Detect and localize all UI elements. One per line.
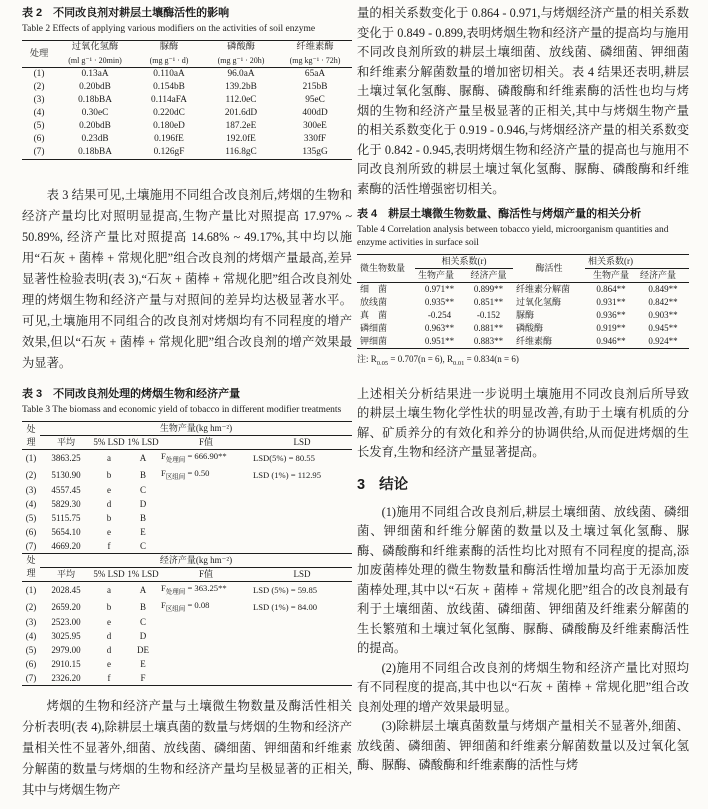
table-cell: 4669.20 bbox=[51, 540, 81, 551]
table-cell: A bbox=[139, 452, 147, 463]
table-cell: (7) bbox=[25, 540, 37, 551]
table-cell: (mg g⁻¹ · d) bbox=[134, 54, 204, 68]
table-row bbox=[357, 335, 689, 349]
table-cell: 0.883** bbox=[473, 336, 504, 346]
table-cell: 2523.00 bbox=[51, 616, 81, 627]
table-cell: 0.180eD bbox=[153, 121, 185, 131]
table-cell: 201.6dD bbox=[224, 108, 258, 118]
table-cell: D bbox=[139, 498, 147, 509]
f-symbol: F bbox=[161, 467, 166, 478]
f-value: = 0.50 bbox=[187, 467, 210, 478]
table-cell: 相关系数(r) bbox=[585, 255, 689, 269]
table-row bbox=[22, 567, 352, 581]
table-cell: 65aA bbox=[304, 69, 326, 79]
table-row bbox=[22, 599, 352, 616]
table-cell: 处理 bbox=[22, 553, 40, 581]
lsd-cell: LSD (1%) = 112.95 bbox=[253, 469, 322, 480]
f-subscript: 处理间 bbox=[165, 588, 186, 596]
table-cell: B bbox=[139, 512, 146, 523]
table-cell: 纤维素分解菌 bbox=[516, 284, 571, 294]
table-cell: (7) bbox=[25, 672, 37, 683]
f-value-cell bbox=[160, 467, 252, 484]
table-cell: 0.899** bbox=[473, 284, 504, 294]
section-title: 结论 bbox=[379, 476, 409, 493]
table4-caption-zh: 表 4 耕层土壤微生物数量、酶活性与烤烟产量的相关分析 bbox=[357, 208, 642, 220]
table-cell: 0.30eC bbox=[81, 108, 109, 118]
note-text: 注: R bbox=[357, 354, 377, 364]
table-cell: 磷细菌 bbox=[360, 323, 388, 333]
table3-section-economic bbox=[22, 553, 352, 685]
table-cell: 5% LSD bbox=[92, 436, 126, 450]
left-column bbox=[22, 6, 352, 801]
table-cell: (5) bbox=[25, 644, 37, 655]
table4-body bbox=[357, 283, 689, 349]
table-cell: 2979.00 bbox=[51, 644, 81, 655]
table-cell: 2028.45 bbox=[51, 584, 81, 595]
table-cell: 0.842** bbox=[648, 297, 678, 307]
table-cell: 0.951** bbox=[424, 336, 455, 346]
table-cell: 0.851** bbox=[473, 297, 504, 307]
table-cell: -0.152 bbox=[476, 310, 501, 320]
table-cell: 脲酶 bbox=[516, 310, 535, 320]
table-cell: (2) bbox=[25, 601, 37, 612]
table-cell: (1) bbox=[25, 584, 37, 595]
f-symbol: F bbox=[161, 451, 166, 461]
table-cell: C bbox=[139, 540, 146, 551]
table-cell: 0.864** bbox=[596, 284, 626, 294]
table-row bbox=[22, 120, 352, 133]
table-row bbox=[22, 497, 352, 511]
table-cell: 细 菌 bbox=[360, 284, 388, 294]
table-cell: 1% LSD bbox=[126, 436, 160, 450]
table-row bbox=[22, 657, 352, 671]
table-row bbox=[22, 81, 352, 94]
table-row bbox=[22, 539, 352, 553]
lsd-cell: LSD (5%) = 59.85 bbox=[253, 584, 318, 595]
table-cell: 3863.25 bbox=[51, 452, 81, 463]
table-cell: F值 bbox=[160, 436, 252, 450]
paragraph-correlation-continued: 量的相关系数变化于 0.864 - 0.971,与烤烟经济产量的相关系数变化于 0.849 - 0.899,表明烤烟生物和经济产量的提高均与施用不同改良剂所致的耕层土壤细菌、放线菌、磷细菌、钾细菌和纤维素分解菌数量的增加密切相关。表 4 结果还表明,耕层土壤过氧化氢酶、脲酶、磷酸酶和纤维素酶的活性也均与烤烟的生物和经济产量呈极显著的正相关,其中与烤烟生物产量的相关系数变化于 0.919 - 0.946,与烤烟经济产量的相关系数变化于 0.842 - 0.945,表明烤烟生物和经济产量的提高也与施用不同改良剂所致的耕层土壤过氧化氢酶、脲酶、磷酸酶和纤维素酶的活性增强密切相关。 bbox=[357, 6, 689, 196]
table-cell: 0.20bdB bbox=[79, 82, 111, 92]
table-cell: (1) bbox=[25, 452, 37, 463]
section-number: 3 bbox=[357, 476, 366, 493]
table-cell: D bbox=[139, 630, 147, 641]
table-cell: (6) bbox=[25, 658, 37, 669]
table-cell: 0.971** bbox=[424, 284, 455, 294]
table-cell: B bbox=[139, 601, 146, 612]
table-row bbox=[22, 450, 352, 467]
table-cell: 真 菌 bbox=[360, 310, 388, 320]
table-cell: 4557.45 bbox=[51, 484, 81, 495]
table-cell: a bbox=[107, 584, 111, 595]
f-value-cell bbox=[160, 581, 252, 598]
table-cell: e bbox=[107, 616, 111, 627]
table-row bbox=[357, 283, 689, 297]
f-value-cell bbox=[160, 450, 252, 467]
table-row bbox=[22, 553, 352, 567]
note-text: = 0.707(n = 6), R bbox=[388, 354, 454, 364]
table-cell: 95eC bbox=[305, 95, 325, 105]
table-cell: e bbox=[107, 484, 111, 495]
table-cell: -0.254 bbox=[427, 310, 452, 320]
table-cell: 2659.20 bbox=[51, 601, 81, 612]
table-cell: 0.196fE bbox=[154, 134, 184, 144]
table-row bbox=[22, 629, 352, 643]
f-value: = 0.08 bbox=[187, 599, 210, 610]
table2-body bbox=[22, 68, 352, 160]
table-cell: 钾细菌 bbox=[360, 336, 388, 346]
table-cell: 相关系数(r) bbox=[415, 255, 513, 269]
table4-note bbox=[357, 353, 689, 370]
table-cell: 0.18bBA bbox=[78, 95, 112, 105]
table-cell: (4) bbox=[25, 498, 37, 509]
note-subscript: 0.05 bbox=[376, 359, 389, 367]
table-cell: a bbox=[107, 452, 111, 463]
table-row bbox=[22, 525, 352, 539]
f-subscript: 区组间 bbox=[165, 605, 186, 613]
table-row bbox=[22, 643, 352, 657]
table-cell: (1) bbox=[33, 69, 45, 79]
table-cell: 经济产量 bbox=[637, 269, 689, 283]
table-cell: d bbox=[106, 630, 112, 641]
table2-soil-enzyme-activities bbox=[22, 40, 352, 160]
table2-caption-en: Table 2 Effects of applying various modifiers on the activities of soil enzyme bbox=[22, 24, 316, 34]
table-row bbox=[22, 41, 352, 55]
table-cell: 过氧化氢酶 bbox=[71, 42, 119, 52]
table-cell: 酶活性 bbox=[513, 255, 585, 283]
table-cell: 过氧化氢酶 bbox=[516, 297, 562, 307]
table-cell: 2910.15 bbox=[51, 658, 81, 669]
table-cell: d bbox=[106, 644, 112, 655]
lsd-cell: LSD(5%) = 80.55 bbox=[253, 452, 315, 463]
table-cell: 生物产量(kg hm⁻²) bbox=[40, 422, 352, 436]
table-cell: 0.963** bbox=[424, 323, 455, 333]
table-cell: B bbox=[139, 469, 146, 480]
table-cell: f bbox=[107, 672, 111, 683]
table-cell: C bbox=[139, 616, 146, 627]
table-row bbox=[357, 296, 689, 309]
table-cell: (7) bbox=[33, 147, 45, 157]
table-cell: 116.8gC bbox=[225, 147, 257, 157]
table-cell: 处理 bbox=[22, 41, 56, 68]
section-heading-conclusion bbox=[357, 475, 689, 495]
table-cell: 平均 bbox=[40, 436, 92, 450]
table-cell: f bbox=[107, 540, 111, 551]
table-cell: 0.903** bbox=[648, 310, 678, 320]
table-cell: 215bB bbox=[302, 82, 328, 92]
lsd-cell: LSD (1%) = 84.00 bbox=[253, 601, 318, 612]
table-cell: 生物产量 bbox=[415, 269, 464, 283]
table-cell: d bbox=[106, 498, 112, 509]
table-row bbox=[22, 671, 352, 685]
table-cell: 0.935** bbox=[424, 297, 455, 307]
table-row bbox=[22, 615, 352, 629]
f-symbol: F bbox=[161, 599, 166, 610]
table-cell: 139.2bB bbox=[225, 82, 257, 92]
table-cell: 0.18bBA bbox=[78, 147, 112, 157]
table-cell: 0.110aA bbox=[153, 69, 185, 79]
table-cell: (2) bbox=[25, 469, 37, 480]
table-cell: 0.945** bbox=[648, 323, 678, 333]
table-cell: (4) bbox=[33, 108, 45, 118]
table-cell: 0.13aA bbox=[81, 69, 109, 79]
table2-caption-zh: 表 2 不同改良剂对耕层土壤酶活性的影响 bbox=[22, 7, 230, 19]
table-cell: 处理 bbox=[22, 422, 40, 450]
conclusion-item-2: (2)施用不同组合改良剂的烤烟生物和经济产量比对照均有不同程度的提高,其中也以“石灰 + 菌棒 + 常规化肥”组合改良剂处理的增产效果最明显。 bbox=[357, 660, 689, 714]
table-cell: b bbox=[106, 601, 112, 612]
table-cell: (4) bbox=[25, 630, 37, 641]
table-cell: 纤维素酶 bbox=[296, 42, 334, 52]
table-row bbox=[22, 436, 352, 450]
table-cell: F值 bbox=[160, 567, 252, 581]
table-cell: 磷酸酶 bbox=[227, 42, 255, 52]
right-column bbox=[357, 4, 689, 776]
table-cell: 磷酸酶 bbox=[516, 323, 544, 333]
table-cell: (5) bbox=[25, 512, 37, 523]
table-cell: 经济产量 bbox=[464, 269, 513, 283]
table-cell: 5% LSD bbox=[92, 567, 126, 581]
table-cell: C bbox=[139, 484, 146, 495]
table-cell: b bbox=[106, 512, 112, 523]
table-cell: E bbox=[140, 658, 146, 669]
table-row bbox=[22, 54, 352, 68]
table-cell: (mg g⁻¹ · 20h) bbox=[204, 54, 278, 68]
table-cell: 放线菌 bbox=[360, 297, 388, 307]
table-cell: (mg kg⁻¹ · 72h) bbox=[278, 54, 352, 68]
conclusion-item-3: (3)除耕层土壤真菌数量与烤烟产量相关不显著外,细菌、放线菌、磷细菌、钾细菌和纤维素分解菌数量以及过氧化氢酶、脲酶、磷酸酶和纤维素酶的活性与烤 bbox=[357, 719, 689, 773]
f-value: = 363.25** bbox=[187, 582, 227, 593]
table-cell: e bbox=[107, 658, 111, 669]
table-cell: 0.849** bbox=[648, 284, 678, 294]
table-cell: 5829.30 bbox=[51, 498, 81, 509]
paragraph-correlation-intro: 烤烟的生物和经济产量与土壤微生物数量及酶活性相关分析表明(表 4),除耕层土壤真菌的数量与烤烟的生物和经济产量相关性不显著外,细菌、放线菌、磷细菌、钾细菌和纤维素分解菌的数量与烤烟的生物和经济产量均呈极显著的正相关,其中与烤烟生物产 bbox=[22, 698, 352, 797]
table-cell: 0.946** bbox=[596, 336, 626, 346]
table-cell: 0.936** bbox=[596, 310, 626, 320]
table-cell: 192.0fE bbox=[226, 134, 256, 144]
f-value-cell bbox=[160, 599, 252, 616]
table3-section-biomass bbox=[22, 422, 352, 554]
table-cell: (ml g⁻¹ · 20min) bbox=[56, 54, 134, 68]
table-cell: 0.23dB bbox=[81, 134, 109, 144]
table-cell: (5) bbox=[33, 121, 45, 131]
table-cell: 5130.90 bbox=[51, 469, 81, 480]
table-cell: 0.114aFA bbox=[151, 95, 187, 105]
table-row bbox=[22, 422, 352, 436]
table-cell: E bbox=[140, 526, 146, 537]
table-cell: 96.0aA bbox=[227, 69, 255, 79]
table-cell: 生物产量 bbox=[585, 269, 637, 283]
table-cell: e bbox=[107, 526, 111, 537]
f-subscript: 区组间 bbox=[165, 473, 186, 481]
table-cell: b bbox=[106, 469, 112, 480]
table-cell: 经济产量(kg hm⁻²) bbox=[40, 553, 352, 567]
table-cell: 0.881** bbox=[473, 323, 504, 333]
table-cell: (3) bbox=[33, 95, 45, 105]
table-cell: 脲酶 bbox=[159, 42, 179, 52]
table-cell: 300eE bbox=[303, 121, 327, 131]
table-cell: 0.154bB bbox=[153, 82, 185, 92]
table-cell: 0.924** bbox=[648, 336, 678, 346]
table-row bbox=[357, 255, 689, 269]
table4-header bbox=[357, 255, 689, 283]
table-cell: 0.931** bbox=[596, 297, 626, 307]
table-cell: 3025.95 bbox=[51, 630, 81, 641]
table-row bbox=[22, 511, 352, 525]
table-row bbox=[22, 94, 352, 107]
table-row bbox=[22, 581, 352, 598]
table3-biomass-economic-yield bbox=[22, 421, 352, 686]
table-cell: 112.0eC bbox=[225, 95, 257, 105]
note-text: = 0.834(n = 6) bbox=[464, 354, 519, 364]
table-row bbox=[22, 68, 352, 82]
table3-caption-zh: 表 3 不同改良剂处理的烤烟生物和经济产量 bbox=[22, 388, 241, 400]
table-cell: (3) bbox=[25, 484, 37, 495]
table-cell: 0.919** bbox=[596, 323, 626, 333]
table-cell: 5115.75 bbox=[51, 512, 81, 523]
table4-caption-en: Table 4 Correlation analysis between tobacco yield, microorganism quantities and enzyme activities in surface soil bbox=[357, 225, 669, 248]
f-symbol: F bbox=[161, 582, 166, 593]
table4-correlation-analysis bbox=[357, 254, 689, 349]
table-cell: F bbox=[140, 672, 146, 683]
table-cell: 0.126gF bbox=[153, 147, 185, 157]
table-cell: 2326.20 bbox=[51, 672, 81, 683]
table-cell: 微生物数量 bbox=[357, 255, 415, 283]
table-cell: (6) bbox=[25, 526, 37, 537]
table-row bbox=[22, 133, 352, 146]
table-row bbox=[22, 467, 352, 484]
table-cell: 400dD bbox=[302, 108, 328, 118]
note-subscript: 0.01 bbox=[453, 359, 465, 367]
table-cell: 1% LSD bbox=[126, 567, 160, 581]
table-cell: (6) bbox=[33, 134, 45, 144]
table-cell: (2) bbox=[33, 82, 45, 92]
table-row bbox=[357, 322, 689, 335]
table-cell: (3) bbox=[25, 616, 37, 627]
table2-header bbox=[22, 41, 352, 68]
table-cell: A bbox=[139, 584, 147, 595]
paragraph-correlation-summary: 上述相关分析结果进一步说明土壤施用不同改良剂后所导致的耕层土壤生物化学性状的明显改善,有助于土壤有机质的分解、矿质养分的有效化和养分的协调供给,从而促进烤烟的生长发育,生物和经济产量显著提高。 bbox=[357, 386, 689, 460]
f-value: = 666.90** bbox=[187, 451, 227, 461]
table-cell: 纤维素酶 bbox=[516, 336, 553, 346]
table-cell: 330fF bbox=[303, 134, 327, 144]
paragraph-yield-discussion: 表 3 结果可见,土壤施用不同组合改良剂后,烤烟的生物和经济产量均比对照明显提高,生物产量比对照提高 17.97% ~ 50.89%, 经济产量比对照提高 14.68% ~ 49.17%,其中均以施用“石灰 + 菌棒 + 常规化肥”组合改良剂的烤烟产量最高,差异显著性检验表明(表 3),“石灰 + 菌棒 + 常规化肥”组合改良剂处理的烤烟生物和经济产量与对照间的差异均达极显著水平。可见,土壤施用不同组合的改良剂对烤烟均有不同程度的增产效果,但以“石灰 + 菌棒 + 常规化肥”组合改良剂的增产效果最为显著。 bbox=[22, 188, 352, 370]
table-row bbox=[357, 309, 689, 322]
table-cell: 187.2eE bbox=[225, 121, 257, 131]
table-row bbox=[22, 107, 352, 120]
f-subscript: 处理间 bbox=[165, 456, 186, 464]
table-row bbox=[22, 483, 352, 497]
table3-caption-en: Table 3 The biomass and economic yield of tobacco in different modifier treatments bbox=[22, 405, 342, 415]
conclusion-item-1: (1)施用不同组合改良剂后,耕层土壤细菌、放线菌、磷细菌、钾细菌和纤维分解菌的数量以及土壤过氧化氢酶、脲酶、磷酸酶和纤维素酶的活性均比对照有不同程度的提高,添加废菌棒处理的微生物数量和酶活性增加量均高于无添加废菌棒处理,其中以“石灰 + 菌棒 + 常规化肥”组合的改良剂最有利于土壤细菌、放线菌、磷细菌、钾细菌及纤维素分解菌的生长繁殖和土壤过氧化氢酶、脲酶、磷酸酶及纤维素酶活性的提高。 bbox=[357, 504, 689, 656]
table-cell: 0.220dC bbox=[153, 108, 185, 118]
table-cell: 135gG bbox=[302, 147, 328, 157]
table-cell: 0.20bdB bbox=[79, 121, 111, 131]
table-cell: LSD bbox=[252, 436, 352, 450]
table-cell: 平均 bbox=[40, 567, 92, 581]
table-cell: 5654.10 bbox=[51, 526, 81, 537]
table-cell: DE bbox=[137, 644, 149, 655]
table-row bbox=[22, 146, 352, 160]
table-cell: LSD bbox=[252, 567, 352, 581]
